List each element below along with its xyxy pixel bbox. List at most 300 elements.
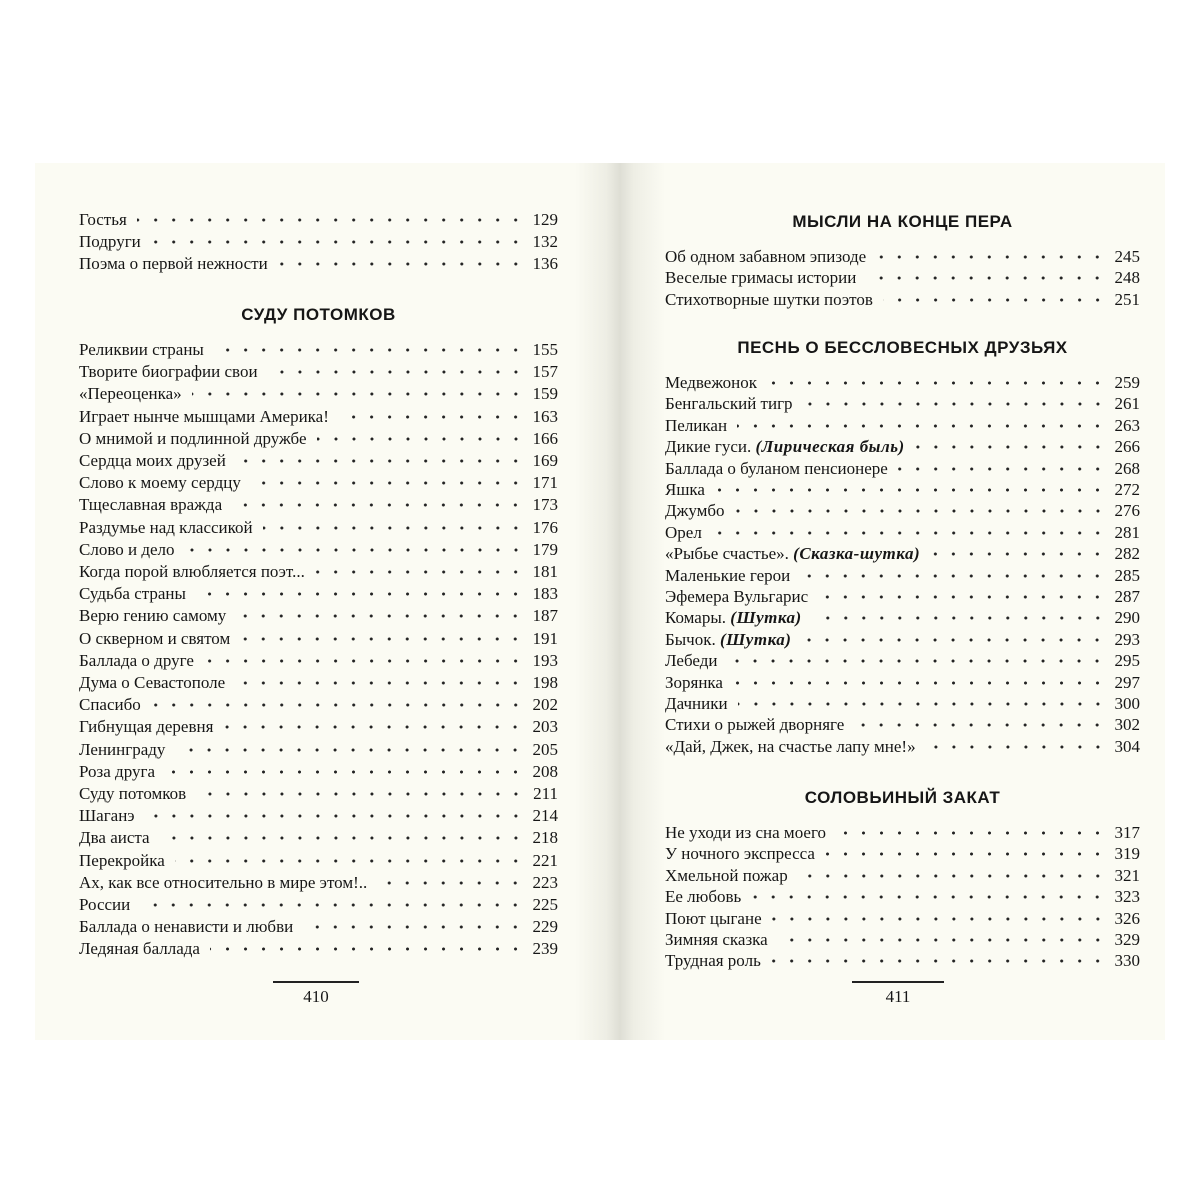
dot-leader <box>185 544 525 556</box>
dot-leader <box>236 610 524 622</box>
toc-entry-title <box>79 850 165 872</box>
toc-entry <box>79 894 558 916</box>
toc-entry <box>665 543 1140 565</box>
toc-entry <box>665 246 1140 268</box>
toc-entry-title-text: Роза друга <box>79 761 155 781</box>
toc-entry <box>665 267 1140 289</box>
dot-leader <box>883 294 1107 306</box>
toc-entry-title <box>79 805 135 827</box>
toc-entry-title-text: О мнимой и подлинной дружбе <box>79 428 307 448</box>
toc-entry-page-number: 205 <box>532 739 558 759</box>
dot-leader <box>818 591 1106 603</box>
toc-entry-note: (Лирическая быль) <box>755 437 905 457</box>
toc-entry <box>665 714 1140 736</box>
toc-entry-title-text: Яшка <box>665 480 705 499</box>
dot-leader <box>268 366 525 378</box>
toc-entry-title <box>665 500 725 522</box>
toc-entry <box>665 289 1140 311</box>
toc-entry-title-text: Когда порой влюбляется поэт... <box>79 562 305 581</box>
toc-entry <box>79 739 558 761</box>
toc-entry-title-text: Ленинграду <box>79 739 166 759</box>
toc-entry-title <box>79 450 226 472</box>
dot-leader <box>303 921 524 933</box>
folio-rule <box>852 981 944 983</box>
dot-leader <box>315 566 525 578</box>
toc-entry-page-number: 239 <box>532 939 558 959</box>
dot-leader <box>251 477 525 489</box>
toc-entry-title-text: Поют цыгане <box>665 908 762 928</box>
toc-entry-title-text: Творите биографии свои <box>79 362 258 382</box>
dot-leader <box>196 588 525 600</box>
toc-entry-title-text: Маленькие герои <box>665 565 791 585</box>
toc-entry-title-text: Играет нынче мышцами Америка! <box>79 406 329 426</box>
toc-entry-title <box>79 517 253 539</box>
toc-entry-title <box>79 361 258 383</box>
section-heading: СУДУ ПОТОМКОВ <box>241 305 396 324</box>
toc-entry-page-number: 193 <box>532 650 558 670</box>
toc-entry-page-number: 159 <box>532 384 558 404</box>
dot-leader <box>733 677 1107 689</box>
toc-entry <box>79 253 558 275</box>
toc-entry <box>665 672 1140 694</box>
toc-entry-title-text: Зорянка <box>665 672 723 692</box>
toc-entry-page-number: 229 <box>532 917 558 937</box>
toc-entry-page-number: 302 <box>1114 715 1140 735</box>
toc-entry <box>79 650 558 672</box>
toc-entry-title-text: Гостья <box>79 210 127 229</box>
toc-entry <box>79 472 558 494</box>
toc-entry-title <box>665 886 741 908</box>
toc-entry-page-number: 266 <box>1114 437 1140 457</box>
dot-leader <box>800 570 1106 582</box>
dot-leader <box>137 214 525 226</box>
toc-entry-page-number: 295 <box>1114 651 1140 671</box>
toc-entry <box>79 231 558 253</box>
dot-leader <box>727 655 1106 667</box>
toc-entry-title <box>79 650 194 672</box>
dot-leader <box>751 891 1106 903</box>
toc-entry-title <box>665 929 768 951</box>
toc-entry <box>665 415 1140 437</box>
toc-entry-title-text: Поэма о первой нежности <box>79 254 268 274</box>
toc-entry-title-text: Шаганэ <box>79 806 135 826</box>
toc-entry-title <box>79 383 182 405</box>
dot-leader <box>803 398 1107 410</box>
toc-entry-title <box>79 672 225 694</box>
toc-entry-page-number: 214 <box>532 806 558 826</box>
section-heading: МЫСЛИ НА КОНЦЕ ПЕРА <box>792 212 1013 231</box>
section-heading: СОЛОВЬИНЫЙ ЗАКАТ <box>804 788 1001 807</box>
toc-entry-title-text: Подруги <box>79 232 141 252</box>
dot-leader <box>377 877 524 889</box>
toc-entry-title <box>79 872 367 894</box>
toc-entry <box>79 209 558 231</box>
dot-leader <box>825 848 1107 860</box>
toc-entry-page-number: 181 <box>532 562 558 581</box>
toc-entry-title <box>79 539 175 561</box>
dot-leader <box>145 810 525 822</box>
toc-entry-title-text: Верю гению самому <box>79 606 227 626</box>
toc-entry-title <box>665 950 761 972</box>
dot-leader <box>801 634 1106 646</box>
dot-leader <box>140 899 524 911</box>
dot-leader <box>915 441 1107 453</box>
toc-entry <box>79 605 558 627</box>
toc-entry-page-number: 129 <box>532 210 558 229</box>
toc-entry <box>665 693 1140 715</box>
dot-leader <box>836 827 1107 839</box>
toc-entry-page-number: 300 <box>1114 694 1140 713</box>
section-heading: ПЕСНЬ О БЕССЛОВЕСНЫХ ДРУЗЬЯХ <box>737 338 1068 357</box>
toc-entry <box>79 450 558 472</box>
toc-entry <box>665 607 1140 629</box>
dot-leader <box>339 411 525 423</box>
dot-leader <box>930 548 1106 560</box>
toc-entry-page-number: 176 <box>532 517 558 537</box>
toc-entry-title <box>79 739 165 761</box>
toc-entry <box>79 805 558 827</box>
toc-entry-title <box>79 339 204 361</box>
toc-entry-title-text: Дачники <box>665 694 728 713</box>
toc-entry-title-text: Зимняя сказка <box>665 930 768 949</box>
dot-leader <box>876 251 1106 263</box>
toc-entry-title <box>665 843 815 865</box>
toc-entry-page-number: 248 <box>1114 268 1140 288</box>
toc-entry-page-number: 183 <box>532 584 558 604</box>
toc-entry-page-number: 329 <box>1114 930 1140 949</box>
toc-entry-title-text: Баллада о буланом пенсионере <box>665 458 888 478</box>
dot-leader <box>854 719 1106 731</box>
toc-entry-page-number: 198 <box>532 673 558 692</box>
toc-entry-title-text: Медвежонок <box>665 373 758 392</box>
toc-entry-title <box>79 583 186 605</box>
toc-entry <box>665 372 1140 394</box>
dot-leader <box>236 455 525 467</box>
toc-entry <box>79 761 558 783</box>
toc-entry-title <box>665 543 920 565</box>
toc-entry-title <box>665 736 916 758</box>
toc-entry-title-text: Реликвии страны <box>79 340 204 359</box>
toc-entry-title-text: Спасибо <box>79 695 141 715</box>
toc-entry-title <box>79 938 200 960</box>
toc-entry-title-text: Гибнущая деревня <box>79 717 214 737</box>
toc-entry-title <box>79 209 127 231</box>
toc-entry-title-text: Сердца моих друзей <box>79 451 226 470</box>
toc-entry <box>665 650 1140 672</box>
toc-entry-title <box>665 479 705 501</box>
toc-entry-title <box>665 693 728 715</box>
folio-rule <box>273 981 359 983</box>
toc-entry-page-number: 272 <box>1114 480 1140 499</box>
toc-entry <box>665 500 1140 522</box>
toc-entry <box>665 458 1140 480</box>
toc-entry-title-text: «Переоценка» <box>79 384 182 404</box>
toc-entry-page-number: 245 <box>1114 247 1140 266</box>
toc-entry-page-number: 251 <box>1114 289 1140 309</box>
toc-entry-page-number: 268 <box>1114 458 1140 478</box>
toc-entry-page-number: 179 <box>532 539 558 559</box>
toc-entry-title-text: Ах, как все относительно в мире этом!.. <box>79 872 368 892</box>
toc-entry-title <box>665 372 757 394</box>
toc-entry-page-number: 263 <box>1114 415 1140 435</box>
dot-leader <box>196 788 525 800</box>
dot-leader <box>223 721 524 733</box>
page-number: 410 <box>303 987 329 1006</box>
toc-entry-page-number: 218 <box>532 828 558 848</box>
dot-leader <box>235 677 524 689</box>
toc-entry-page-number: 285 <box>1114 565 1140 585</box>
dot-leader <box>210 943 525 955</box>
toc-entry-title-text: Слово к моему сердцу <box>79 473 241 493</box>
toc-entry-title-text: Пеликан <box>665 415 728 435</box>
toc-entry-title <box>79 605 226 627</box>
toc-entry-title-text: Ее любовь <box>665 887 742 907</box>
toc-entry <box>79 628 558 650</box>
toc-entry <box>665 629 1140 651</box>
toc-entry-title-text: Суду потомков <box>79 784 187 803</box>
toc-entry-title <box>79 716 213 738</box>
dot-leader <box>866 272 1106 284</box>
toc-entry-title-text: Лебеди <box>665 651 718 671</box>
toc-entry-title-text: Трудная роль <box>665 951 761 971</box>
toc-entry <box>665 929 1140 951</box>
toc-entry-title <box>79 894 130 916</box>
toc-entry-title-text: Баллада о ненависти и любви <box>79 917 294 937</box>
toc-entry-page-number: 317 <box>1114 823 1140 842</box>
toc-entry <box>665 886 1140 908</box>
toc-entry-title-text: Тщеславная вражда <box>79 495 223 515</box>
toc-entry-title <box>665 565 790 587</box>
toc-entry-title <box>665 650 717 672</box>
toc-entry-title-text: У ночного экспресса <box>665 844 815 864</box>
toc-entry-title-text: Не уходи из сна моего <box>665 823 826 842</box>
toc-entry-title-text: Эфемера Вульгарис <box>665 587 809 606</box>
toc-entry-title <box>665 393 793 415</box>
toc-entry-title-text: Бенгальский тигр <box>665 394 793 414</box>
toc-entry-page-number: 173 <box>532 495 558 515</box>
dot-leader <box>175 855 525 867</box>
toc-entry-page-number: 211 <box>533 784 558 803</box>
dot-leader <box>240 633 524 645</box>
toc-entry-page-number: 169 <box>532 451 558 470</box>
toc-entry <box>665 843 1140 865</box>
dot-leader <box>898 463 1107 475</box>
dot-leader <box>712 527 1107 539</box>
toc-entry <box>79 494 558 516</box>
toc-entry-title-text: Хмельной пожар <box>665 865 788 885</box>
toc-entry <box>665 479 1140 501</box>
toc-entry <box>79 938 558 960</box>
toc-entry <box>79 361 558 383</box>
toc-entry-note: (Сказка-шутка) <box>793 544 921 564</box>
toc-entry-page-number: 290 <box>1114 608 1140 628</box>
dot-leader <box>767 377 1106 389</box>
dot-leader <box>151 699 525 711</box>
toc-entry-title-text: Орел <box>665 522 702 542</box>
toc-entry-page-number: 282 <box>1114 544 1140 564</box>
toc-entry-page-number: 202 <box>532 695 558 715</box>
toc-entry <box>665 586 1140 608</box>
toc-entry-title <box>665 822 826 844</box>
toc-entry <box>665 436 1140 458</box>
toc-entry <box>79 539 558 561</box>
toc-entry-page-number: 191 <box>532 628 558 648</box>
toc-entry-page-number: 171 <box>532 473 558 493</box>
toc-entry <box>665 393 1140 415</box>
toc-entry <box>79 827 558 849</box>
toc-entry-title-text: О скверном и святом <box>79 628 231 648</box>
toc-entry <box>79 783 558 805</box>
toc-entry-title <box>665 908 762 930</box>
toc-entry-title <box>665 522 702 544</box>
toc-entry-title <box>79 827 150 849</box>
toc-entry-title-text: Перекройка <box>79 850 165 870</box>
dot-leader <box>232 499 524 511</box>
toc-entry-title <box>665 629 791 651</box>
dot-leader <box>926 741 1107 753</box>
dot-leader <box>737 420 1106 432</box>
toc-entry <box>79 872 558 894</box>
toc-entry-title-text: Слово и дело <box>79 539 175 559</box>
toc-entry <box>79 428 558 450</box>
toc-entry <box>665 565 1140 587</box>
toc-entry-title-text: Судьба страны <box>79 584 186 604</box>
toc-entry <box>79 517 558 539</box>
toc-entry-note: (Шутка) <box>730 608 802 628</box>
toc-entry-page-number: 276 <box>1114 501 1140 521</box>
toc-entry-page-number: 297 <box>1114 672 1140 692</box>
toc-entry <box>665 822 1140 844</box>
page-number: 411 <box>885 987 911 1006</box>
dot-leader <box>165 766 525 778</box>
toc-entry-title-text: Баллада о друге <box>79 650 194 670</box>
toc-entry-page-number: 259 <box>1114 373 1140 392</box>
toc-entry-title <box>665 415 727 437</box>
toc-entry-title <box>665 267 856 289</box>
toc-entry-title <box>79 406 329 428</box>
dot-leader <box>772 913 1107 925</box>
toc-entry-page-number: 304 <box>1114 736 1140 756</box>
toc-entry-title-text: России <box>79 895 131 914</box>
toc-entry-page-number: 293 <box>1114 629 1140 649</box>
dot-leader <box>317 433 525 445</box>
toc-entry-title-text: Джумбо <box>665 501 725 521</box>
toc-entry <box>79 694 558 716</box>
toc-entry-title <box>665 586 808 608</box>
book-spread <box>35 163 1165 1040</box>
toc-entry-title <box>665 714 844 736</box>
toc-entry <box>665 908 1140 930</box>
dot-leader <box>771 955 1107 967</box>
toc-entry-page-number: 157 <box>532 362 558 382</box>
toc-entry-title <box>665 865 788 887</box>
toc-entry-page-number: 223 <box>532 872 558 892</box>
book-gutter-shadow <box>575 163 665 1040</box>
toc-entry-title <box>79 561 305 583</box>
toc-entry-title <box>79 472 241 494</box>
dot-leader <box>192 388 525 400</box>
toc-entry <box>79 672 558 694</box>
toc-entry <box>665 950 1140 972</box>
dot-leader <box>738 698 1107 710</box>
toc-entry-page-number: 330 <box>1114 951 1140 971</box>
toc-entry-title <box>665 246 866 268</box>
toc-entry-page-number: 136 <box>532 254 558 274</box>
toc-entry-title <box>79 783 186 805</box>
toc-entry-title <box>79 428 307 450</box>
dot-leader <box>278 258 525 270</box>
dot-leader <box>778 934 1107 946</box>
toc-entry-title <box>79 253 268 275</box>
dot-leader <box>715 484 1107 496</box>
toc-entry <box>665 736 1140 758</box>
toc-entry-title <box>79 694 141 716</box>
dot-leader <box>214 344 525 356</box>
toc-entry-title-text: Раздумье над классикой <box>79 517 253 537</box>
toc-entry-page-number: 155 <box>532 340 558 359</box>
toc-entry-title-text: Ледяная баллада <box>79 939 200 959</box>
toc-entry-page-number: 261 <box>1114 394 1140 414</box>
toc-entry <box>79 339 558 361</box>
toc-entry-page-number: 319 <box>1114 844 1140 864</box>
toc-entry <box>79 561 558 583</box>
toc-entry-title <box>665 289 873 311</box>
toc-entry-page-number: 321 <box>1114 865 1140 885</box>
toc-entry-page-number: 281 <box>1114 522 1140 542</box>
dot-leader <box>263 522 525 534</box>
toc-entry-title-text: Два аиста <box>79 828 150 848</box>
toc-entry <box>665 522 1140 544</box>
toc-entry-title-text: Об одном забавном эпизоде <box>665 247 867 266</box>
toc-entry-title <box>79 761 155 783</box>
toc-entry-page-number: 187 <box>532 606 558 626</box>
toc-entry <box>79 850 558 872</box>
toc-entry-title-text: Стихи о рыжей дворняге <box>665 715 845 735</box>
dot-leader <box>798 870 1107 882</box>
toc-entry-title <box>665 672 723 694</box>
toc-entry-note: (Шутка) <box>720 629 792 649</box>
toc-entry <box>79 583 558 605</box>
toc-entry-title <box>665 436 905 458</box>
toc-entry-title-text: «Рыбье счастье». <box>665 544 789 564</box>
toc-entry-title-text: «Дай, Джек, на счастье лапу мне!» <box>665 736 916 756</box>
toc-entry-title <box>79 916 293 938</box>
toc-entry-title-text: Дикие гуси. <box>665 437 752 457</box>
toc-entry-title <box>665 458 888 480</box>
toc-entry-title-text: Дума о Севастополе <box>79 673 226 692</box>
toc-entry-page-number: 166 <box>532 428 558 448</box>
toc-entry <box>665 865 1140 887</box>
toc-entry <box>79 916 558 938</box>
toc-entry-title-text: Стихотворные шутки поэтов <box>665 289 873 309</box>
toc-entry-page-number: 208 <box>532 761 558 781</box>
toc-entry <box>79 406 558 428</box>
toc-entry-title-text: Веселые гримасы истории <box>665 268 857 288</box>
dot-leader <box>151 236 525 248</box>
toc-entry-page-number: 323 <box>1114 887 1140 907</box>
dot-leader <box>175 744 524 756</box>
toc-entry-page-number: 132 <box>532 232 558 252</box>
dot-leader <box>812 612 1107 624</box>
toc-entry-page-number: 326 <box>1114 908 1140 928</box>
toc-entry-page-number: 287 <box>1114 587 1140 606</box>
toc-entry-page-number: 163 <box>532 406 558 426</box>
toc-entry <box>79 383 558 405</box>
toc-entry-title <box>665 607 802 629</box>
toc-entry-page-number: 221 <box>532 850 558 870</box>
toc-entry-title-text: Комары. <box>665 608 727 628</box>
dot-leader <box>204 655 525 667</box>
